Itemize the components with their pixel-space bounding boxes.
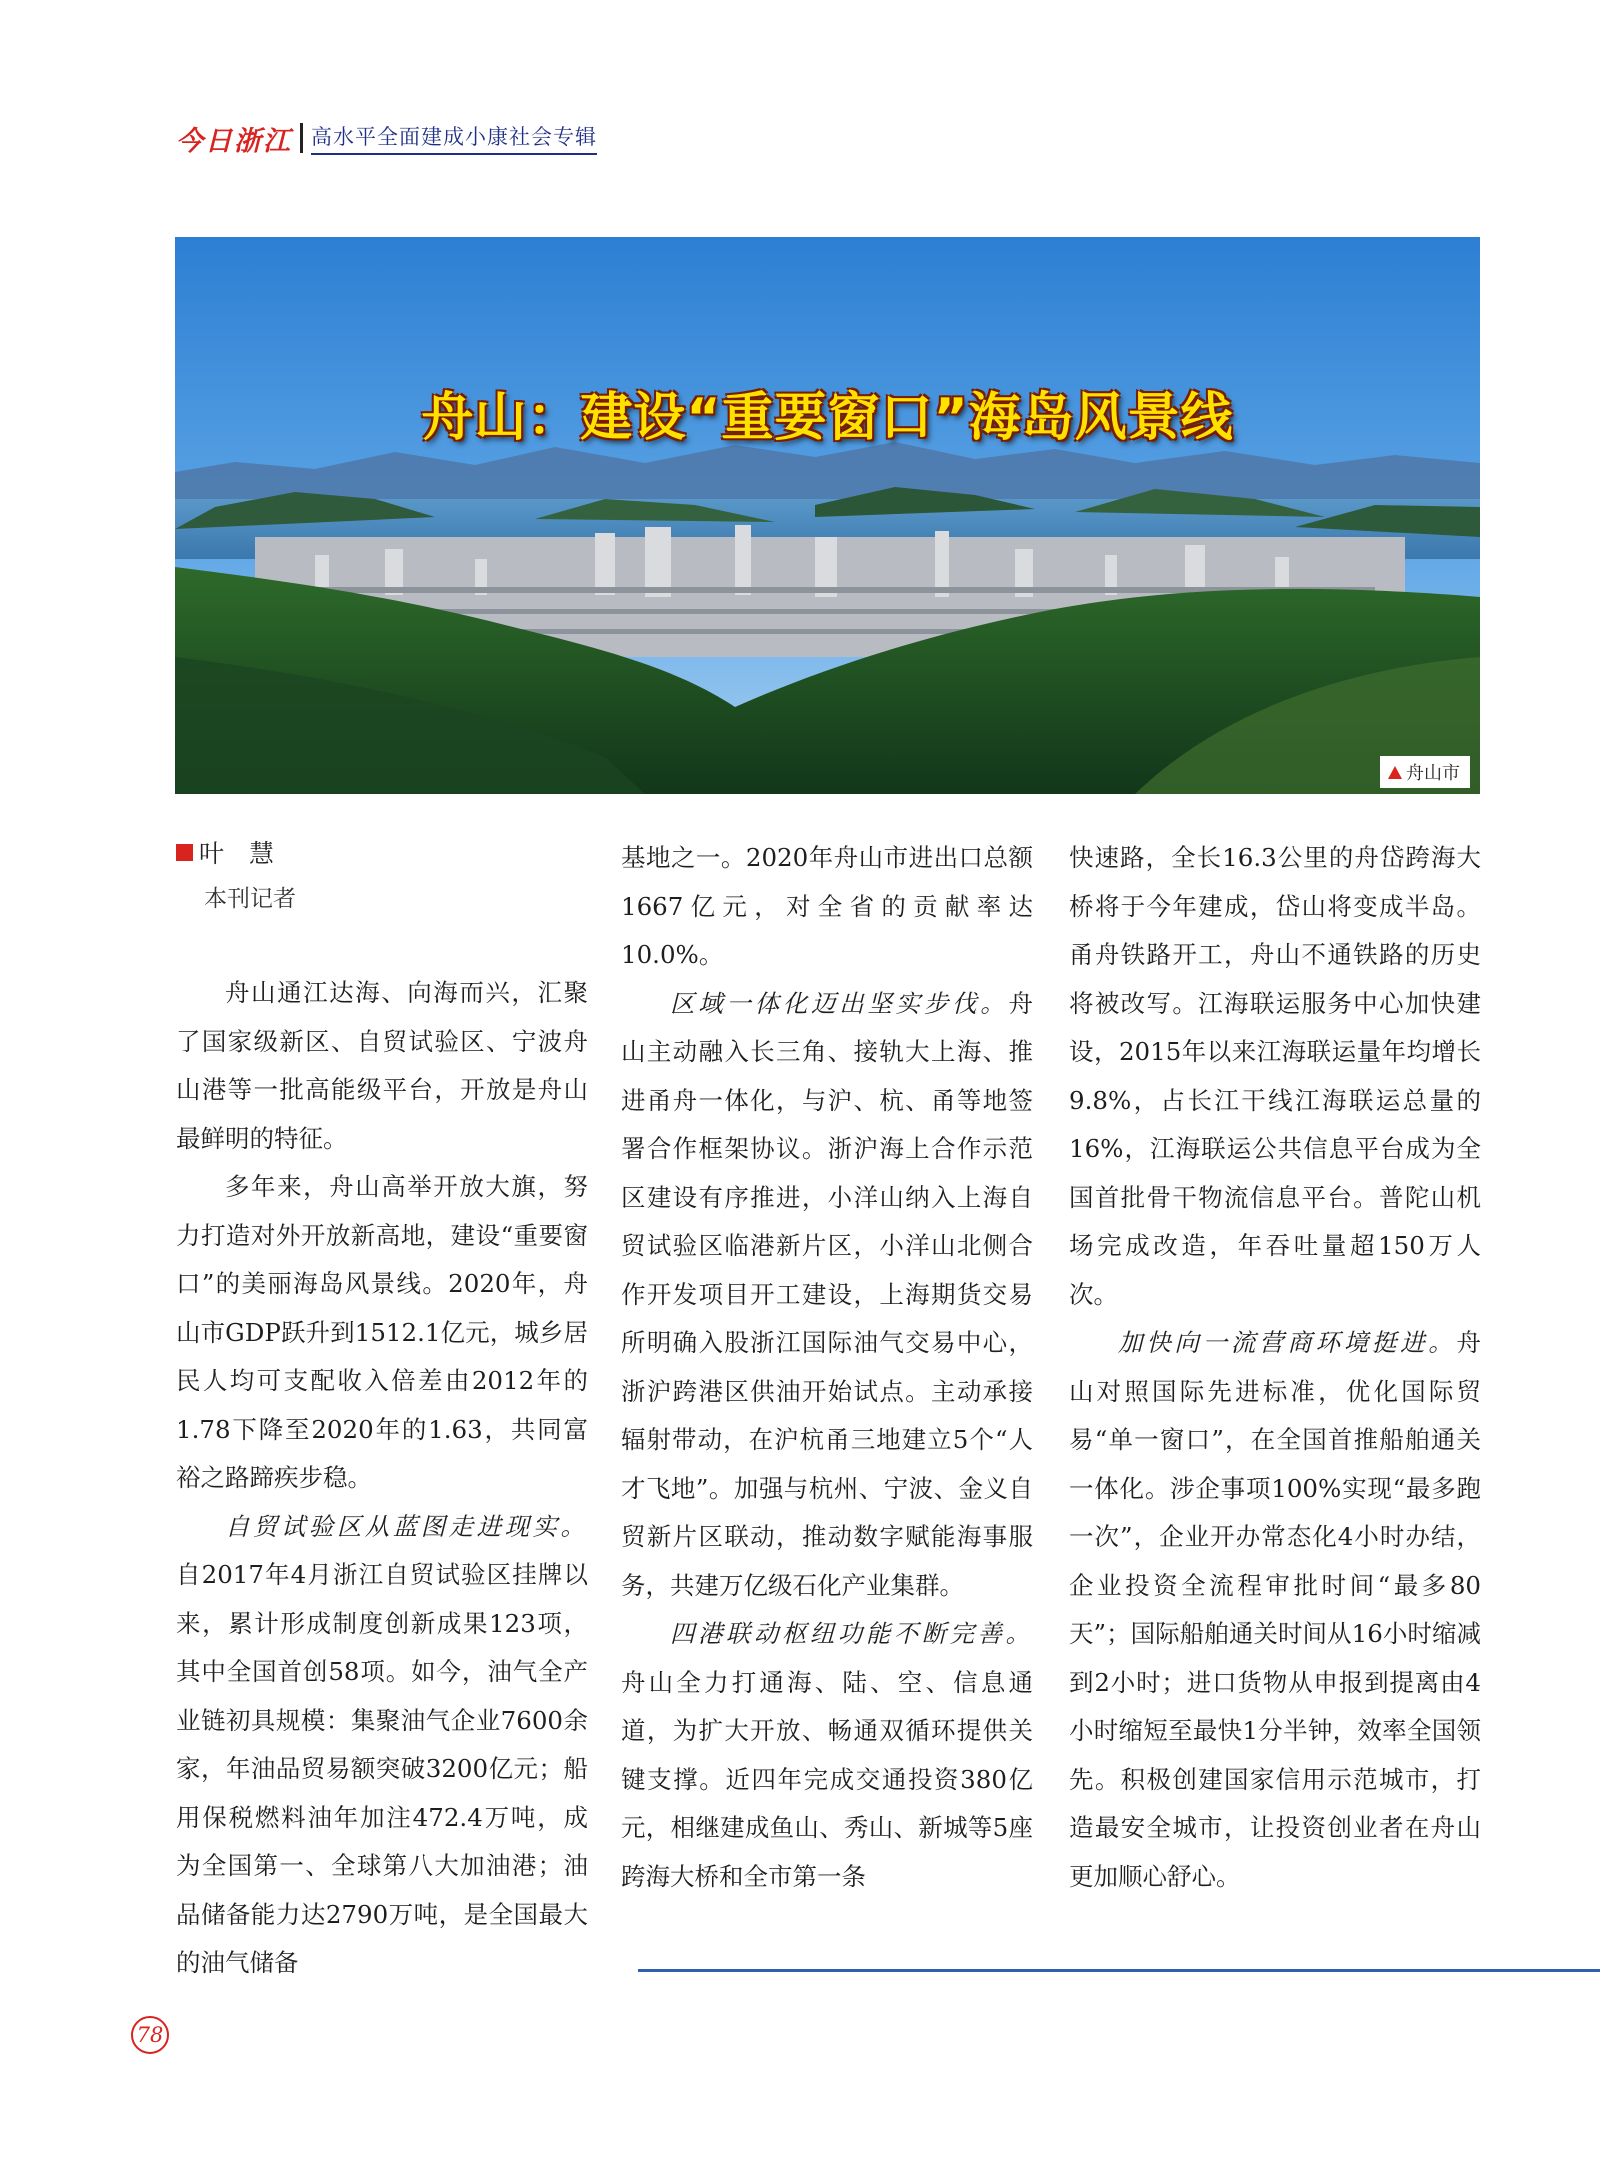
paragraph [1069,1319,1481,1901]
column-title: 高水平全面建成小康社会专辑 [311,121,597,155]
triangle-icon [1388,766,1402,779]
author-name: 叶 慧 [199,839,275,868]
header-divider [300,123,303,153]
paragraph [621,980,1033,1611]
paragraph [176,1503,588,1988]
footer-divider [638,1969,1600,1972]
article-title: 舟山：建设“重要窗口”海岛风景线 [421,388,1234,448]
paragraph: 多年来，舟山高举开放大旗，努力打造对外开放新高地，建设“重要窗口”的美丽海岛风景线。2020年，舟山市GDP跃升到1512.1亿元，城乡居民人均可支配收入倍差由2012年的1.78下降至2020年的1.63，共同富裕之路蹄疾步稳。 [176,1172,588,1492]
section-lead: 加快向一流营商环境挺进。 [1118,1328,1457,1357]
panorama-illustration [175,237,1480,794]
caption-text: 舟山市 [1406,763,1460,784]
paragraph: 快速路，全长16.3公里的舟岱跨海大桥将于今年建成，岱山将变成半岛。甬舟铁路开工，舟山不通铁路的历史将被改写。江海联运服务中心加快建设，2015年以来江海联运量年均增长9.8%，占长江干线江海联运总量的16%，江海联运公共信息平台成为全国首批骨干物流信息平台。普陀山机场完成改造，年吞吐量超150万人次。 [1069,843,1481,1309]
section-lead: 四港联动枢纽功能不断完善。 [670,1619,1033,1648]
paragraph: 舟山通江达海、向海而兴，汇聚了国家级新区、自贸试验区、宁波舟山港等一批高能级平台，开放是舟山最鲜明的特征。 [176,978,588,1153]
photo-caption [1380,756,1470,788]
text-column-1 [176,969,588,1988]
page-header [176,118,597,158]
square-icon [176,844,193,861]
paragraph-body: 舟山主动融入长三角、接轨大上海、推进甬舟一体化，与沪、杭、甬等地签署合作框架协议。浙沪海上合作示范区建设有序推进，小洋山纳入上海自贸试验区临港新片区，小洋山北侧合作开发项目开工建设，上海期货交易所明确入股浙江国际油气交易中心，浙沪跨港区供油开始试点。主动承接辐射带动，在沪杭甬三地建立5个“人才飞地”。加强与杭州、宁波、金义自贸新片区联动，推动数字赋能海事服务，共建万亿级石化产业集群。 [621,988,1033,1600]
paragraph: 基地之一。2020年舟山市进出口总额1667亿元，对全省的贡献率达10.0%。 [621,843,1033,969]
section-lead: 自贸试验区从蓝图走进现实。 [225,1511,588,1541]
text-column-2 [621,834,1033,1901]
section-lead: 区域一体化迈出坚实步伐。 [670,988,1009,1018]
paragraph [621,1610,1033,1901]
byline [176,834,296,913]
text-column-3 [1069,834,1481,1901]
hero-photo [175,237,1480,794]
paragraph-body: 舟山全力打通海、陆、空、信息通道，为扩大开放、畅通双循环提供关键支撑。近四年完成交通投资380亿元，相继建成鱼山、秀山、新城等5座跨海大桥和全市第一条 [621,1667,1033,1891]
paragraph-body: 舟山对照国际先进标准，优化国际贸易“单一窗口”，在全国首推船舶通关一体化。涉企事项100%实现“最多跑一次”，企业开办常态化4小时办结，企业投资全流程审批时间“最多80天”；国际船舶通关时间从16小时缩减到2小时；进口货物从申报到提离由4小时缩短至最快1分半钟，效率全国领先。积极创建国家信用示范城市，打造最安全城市，让投资创业者在舟山更加顺心舒心。 [1069,1328,1481,1891]
paragraph-body: 自2017年4月浙江自贸试验区挂牌以来，累计形成制度创新成果123项，其中全国首创58项。如今，油气全产业链初具规模：集聚油气企业7600余家，年油品贸易额突破3200亿元；船用保税燃料油年加注472.4万吨，成为全国第一、全球第八大加油港；油品储备能力达2790万吨，是全国最大的油气储备 [176,1560,588,1977]
author-role: 本刊记者 [204,886,296,912]
magazine-logo: 今日浙江 [176,125,292,157]
page-number: 78 [131,2016,169,2054]
